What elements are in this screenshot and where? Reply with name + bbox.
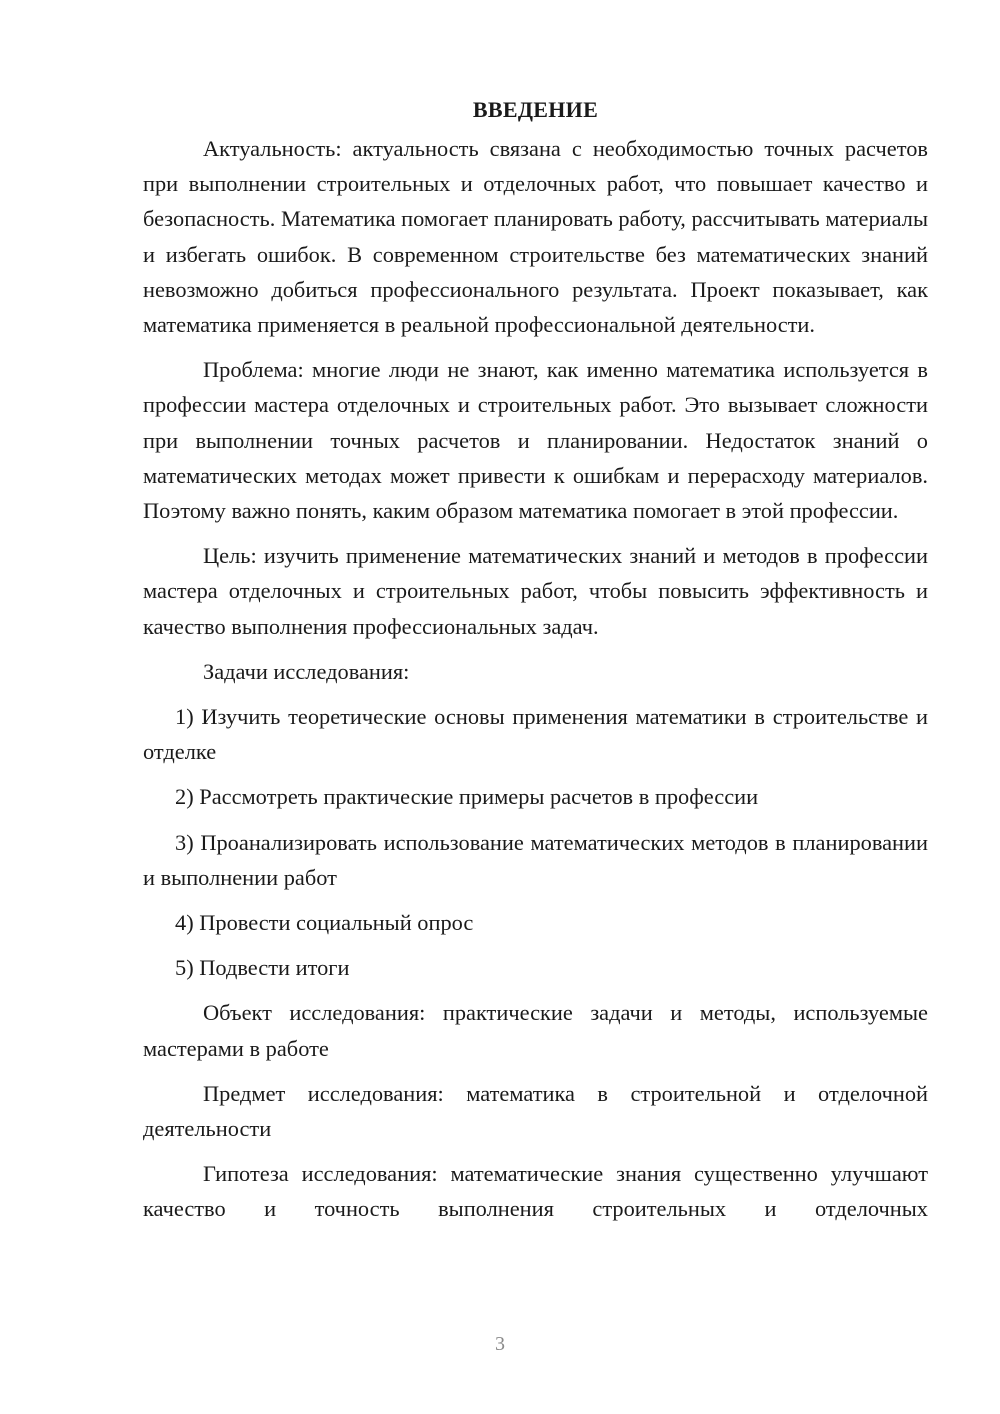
task-item-3: 3) Проанализировать использование математических методов в планировании и выполнении работ [143, 829, 928, 890]
task-item-4: 4) Провести социальный опрос [175, 910, 474, 936]
problem-paragraph: Проблема: многие люди не знают, как именно математика используется в профессии мастера отделочных и строительных работ. Это вызывает сложности при выполнении точных расчетов и планировании. Недостаток знаний о математических методах может привести к ошибкам и перерасходу материалов. Поэтому важно понять, каким образом математика помогает в этой профессии. [143, 357, 928, 524]
object-paragraph: Объект исследования: практические задачи и методы, используемые мастерами в работе [143, 1000, 928, 1061]
goal-paragraph: Цель: изучить применение математических знаний и методов в профессии мастера отделочных и строительных работ, чтобы повысить эффективность и качество выполнения профессиональных задач. [143, 543, 928, 639]
hypothesis-paragraph: Гипотеза исследования: математические знания существенно улучшают качество и точность выполнения строительных и отделочных [143, 1161, 928, 1222]
tasks-title: Задачи исследования: [203, 658, 410, 684]
task-item-5: 5) Подвести итоги [175, 955, 350, 981]
task-item-2: 2) Рассмотреть практические примеры расчетов в профессии [175, 784, 759, 810]
relevance-paragraph: Актуальность: актуальность связана с необходимостью точных расчетов при выполнении строительных и отделочных работ, что повышает качество и безопасность. Математика помогает планировать работу, рассчитывать материалы и избегать ошибок. В современном строительстве без математических знаний невозможно добиться профессионального результата. Проект показывает, как математика применяется в реальной профессиональной деятельности. [143, 136, 928, 338]
subject-paragraph: Предмет исследования: математика в строительной и отделочной деятельности [143, 1080, 928, 1142]
section-heading: ВВЕДЕНИЕ [472, 97, 599, 122]
page-number: 3 [495, 1333, 505, 1355]
task-item-1: 1) Изучить теоретические основы применения математики в строительстве и отделке [143, 704, 928, 765]
document-page [143, 92, 928, 1237]
